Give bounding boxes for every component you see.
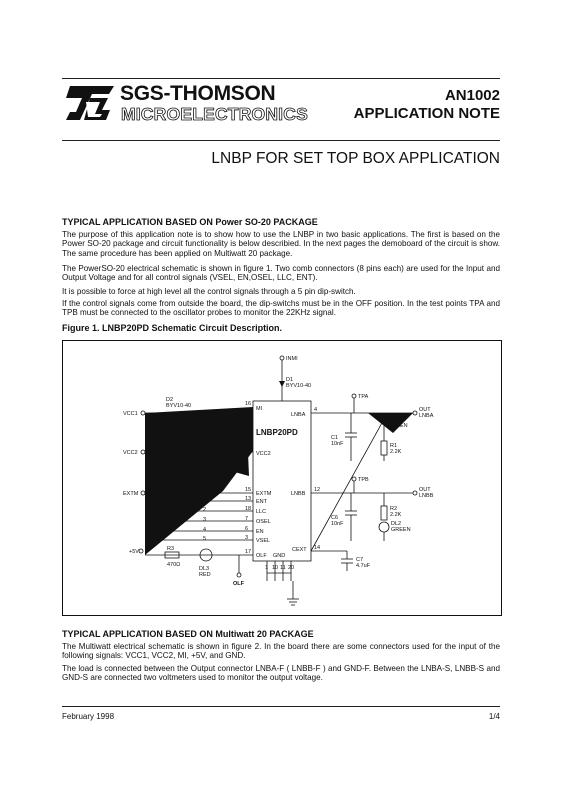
pin-olf: OLF	[256, 553, 267, 559]
label-out-a: OUT	[419, 407, 431, 413]
pin-extm: EXTM	[256, 491, 272, 497]
label-tpb: TPB	[358, 477, 369, 483]
brand-name: SGS-THOMSON	[120, 82, 276, 105]
pin-en: EN	[256, 529, 264, 535]
label-d2: D2	[166, 397, 174, 403]
label-plus5v: +5V	[129, 549, 139, 555]
label-vcc2: VCC2	[123, 450, 138, 456]
label-vcc1: VCC1	[123, 411, 138, 417]
gnd-pin-11: 11	[280, 565, 286, 571]
chip-name: LNBP20PD	[256, 428, 298, 437]
pin-vsel: VSEL	[256, 538, 271, 544]
gnd-pin-10: 10	[272, 565, 279, 571]
pin-num-5: 5	[245, 446, 249, 452]
label-out-b: OUT	[419, 487, 431, 493]
pin-mi: MI	[256, 406, 263, 412]
label-c6: C6	[331, 515, 339, 521]
label-r2-value: 2.2K	[390, 512, 402, 518]
label-d1: D1	[286, 377, 294, 383]
pin-num-14: 14	[314, 545, 321, 551]
label-dl1-color: GREEN	[388, 423, 408, 429]
pin-num-7: 7	[245, 516, 249, 522]
pin-num-16: 16	[245, 401, 252, 407]
pin-num-15: 15	[245, 487, 252, 493]
switch-3: 3	[203, 517, 207, 523]
schematic-diagram	[63, 341, 501, 615]
label-r1: R1	[390, 443, 398, 449]
label-r3: R3	[167, 546, 175, 552]
figure-caption: Figure 1. LNBP20PD Schematic Circuit Description.	[62, 323, 283, 333]
gnd-pin-1: 1	[265, 565, 269, 571]
pin-cext: CEXT	[292, 547, 307, 553]
st-logo-icon	[62, 84, 116, 122]
section-heading-multiwatt20: TYPICAL APPLICATION BASED ON Multiwatt 20 PACKAGE	[62, 629, 314, 639]
label-out-lnba: LNBA	[419, 413, 434, 419]
label-c3: C3	[231, 459, 239, 465]
paragraph-load: The load is connected between the Output connector LNBA-F ( LNBB-F ) and GND-F. Between the LNBA-S, LNBB-S and GND-S are connected two voltmeters used to monitor the output voltage.	[62, 664, 500, 683]
label-dl1: DL1	[388, 417, 399, 423]
paragraph-multiwatt: The Multiwatt electrical schematic is shown in figure 2. In the board there are some connectors used for the input of the following signals: VCC1, VCC2, MI, +5V, and GND.	[62, 642, 500, 661]
footer-rule	[62, 706, 500, 707]
label-dl3: DL3	[199, 566, 210, 572]
label-dl2: DL2	[391, 521, 402, 527]
title-rule	[62, 140, 500, 141]
paragraph-dipswitch: It is possible to force at high level all the control signals through a 5 pin dip-switch.	[62, 287, 356, 296]
switch-4: 4	[203, 527, 207, 533]
pin-llc: LLC	[256, 509, 267, 515]
label-d2-part: BYV10-40	[166, 403, 192, 409]
switch-1: 1	[203, 497, 207, 503]
pin-osel: OSEL	[256, 519, 271, 525]
footer-date: February 1998	[62, 712, 115, 721]
brand-subtitle: MICROELECTRONICS	[121, 104, 308, 124]
page-number: 1/4	[488, 712, 500, 721]
label-olf-output: OLF	[233, 581, 244, 587]
label-r1-value: 2.2K	[390, 449, 402, 455]
paragraph-intro: The purpose of this application note is to show how to use the LNBP in two basic applications. The first is based on the Power SO-20 package and circuit functionality is below describied. In the next pages the demoboard of the circuit is show. The same procedure has been applied on Multiwatt 20 package.	[62, 230, 500, 258]
pin-lnba: LNBA	[291, 412, 306, 418]
document-type: APPLICATION NOTE	[353, 105, 500, 122]
top-rule	[62, 78, 500, 79]
label-extm: EXTM	[123, 491, 139, 497]
pin-num-13: 13	[245, 496, 252, 502]
pin-num-18: 18	[245, 506, 252, 512]
paragraph-schematic: The PowerSO-20 electrical schematic is shown in figure 1. Two comb connectors (8 pins each) are used for the Input and Output Voltage and for all control signals (VSEL, EN,OSEL, LLC, ENT).	[62, 264, 500, 283]
company-logo	[62, 82, 308, 126]
label-dl3-color: RED	[199, 572, 211, 578]
pin-num-17: 17	[245, 549, 252, 555]
label-d1-part: BYV10-40	[286, 383, 312, 389]
switch-5: 5	[203, 536, 207, 542]
pin-vcc2: VCC2	[256, 451, 271, 457]
label-r3-value: 470Ω	[167, 562, 181, 568]
gnd-pin-20: 20	[288, 565, 295, 571]
label-out-lnbb: LNBB	[419, 493, 434, 499]
label-c3-value: 2.2uF	[231, 465, 246, 471]
pin-num-12: 12	[314, 487, 321, 493]
label-inmi: INMI	[286, 356, 298, 362]
page-title: LNBP FOR SET TOP BOX APPLICATION	[211, 150, 500, 167]
label-c6-value: 10nF	[331, 521, 344, 527]
pin-lnbb: LNBB	[291, 491, 306, 497]
label-c1-value: 10nF	[331, 441, 344, 447]
label-dl2-color: GREEN	[391, 527, 411, 533]
pin-ent: ENT	[256, 499, 267, 505]
label-c7: C7	[356, 557, 364, 563]
document-number: AN1002	[444, 87, 500, 104]
schematic-figure	[62, 340, 502, 616]
pin-gnd: GND	[273, 553, 286, 559]
label-c1: C1	[331, 435, 339, 441]
pin-num-3: 3	[245, 535, 249, 541]
pin-num-4: 4	[314, 407, 318, 413]
switch-2: 2	[203, 507, 207, 513]
label-tpa: TPA	[358, 394, 369, 400]
paragraph-control-signals: If the control signals come from outside the board, the dip-switchs must be in the OFF position. In the test points TPA and TPB must be connected to the oscillator probes to monitor the 22KHz signal.	[62, 299, 500, 318]
label-r2: R2	[390, 506, 398, 512]
pin-num-6: 6	[245, 526, 249, 532]
label-c7-value: 4.7uF	[356, 563, 371, 569]
section-heading-powerso20: TYPICAL APPLICATION BASED ON Power SO-20 PACKAGE	[62, 217, 318, 227]
